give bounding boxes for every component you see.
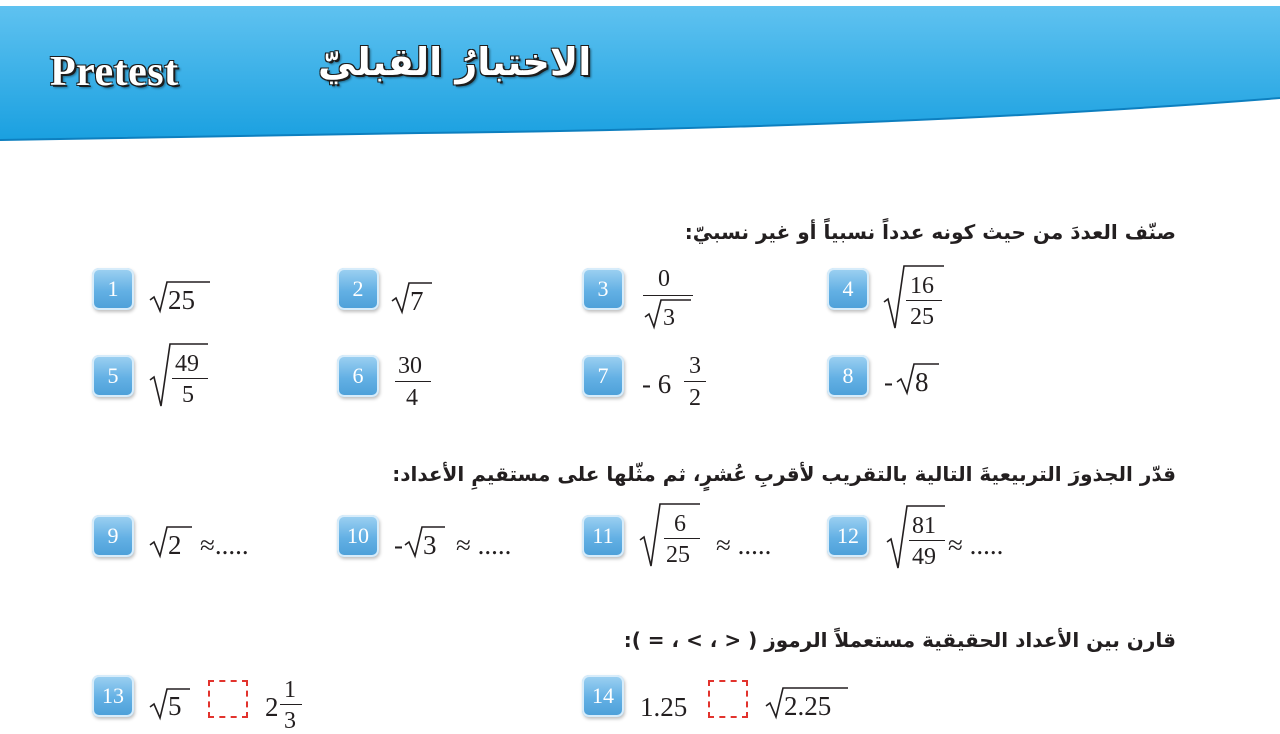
numerator: 6 xyxy=(674,511,686,537)
radicand: 8 xyxy=(915,367,929,397)
problem-number-badge: 3 xyxy=(582,268,624,310)
denominator: 25 xyxy=(910,304,934,330)
radicand: 25 xyxy=(168,285,195,315)
section-2-instruction: قدّر الجذورَ التربيعيةَ التالية بالتقريب لأقربِ عُشرٍ، ثم مثّلها على مستقيمِ الأعداد: xyxy=(392,462,1176,486)
denominator: 3 xyxy=(284,708,296,734)
denominator: 49 xyxy=(912,544,936,570)
numerator: 0 xyxy=(658,266,670,292)
page-title-english: Pretest xyxy=(50,49,179,95)
approx-blank: ≈ ..... xyxy=(716,530,772,560)
problem-number-badge: 11 xyxy=(582,515,624,557)
comparison-answer-box[interactable] xyxy=(208,680,248,718)
problem-number-badge: 14 xyxy=(582,675,624,717)
left-value: 1.25 xyxy=(640,692,688,722)
problem-number-badge: 13 xyxy=(92,675,134,717)
numerator: 3 xyxy=(689,353,701,379)
section-1-instruction: صنّف العددَ من حيث كونه عدداً نسبياً أو غير نسبيّ: xyxy=(684,220,1176,244)
fraction-bar xyxy=(395,381,431,382)
section-3-instruction: قارن بين الأعداد الحقيقية مستعملاً الرموز ( < ، > ، = ): xyxy=(623,628,1176,652)
mixed-number-whole: - 6 xyxy=(642,369,672,399)
mixed-number-whole: 2 xyxy=(265,692,279,722)
denominator: 4 xyxy=(406,385,418,411)
radicand: 2 xyxy=(168,530,182,560)
numerator: 1 xyxy=(284,677,296,703)
problem-number-badge: 4 xyxy=(827,268,869,310)
comparison-answer-box[interactable] xyxy=(708,680,748,718)
negative-sign: - xyxy=(884,367,893,397)
fraction-bar xyxy=(280,704,302,705)
problem-number-badge: 9 xyxy=(92,515,134,557)
problem-number-badge: 12 xyxy=(827,515,869,557)
approx-blank: ≈ ..... xyxy=(456,530,512,560)
fraction-bar xyxy=(172,378,208,379)
problem-number-badge: 2 xyxy=(337,268,379,310)
problem-number-badge: 5 xyxy=(92,355,134,397)
fraction-bar xyxy=(906,300,942,301)
numerator: 49 xyxy=(175,351,199,377)
problem-number-badge: 1 xyxy=(92,268,134,310)
radicand: 3 xyxy=(423,530,437,560)
fraction-bar xyxy=(643,295,693,296)
fraction-bar xyxy=(664,538,700,539)
problem-number-badge: 10 xyxy=(337,515,379,557)
header-banner xyxy=(0,0,1280,150)
radicand: 2.25 xyxy=(784,691,832,721)
numerator: 16 xyxy=(910,273,934,299)
approx-blank: ≈..... xyxy=(200,530,249,560)
problem-number-badge: 8 xyxy=(827,355,869,397)
fraction-bar xyxy=(909,540,945,541)
negative-sign: - xyxy=(394,530,403,560)
denominator: 5 xyxy=(182,382,194,408)
approx-blank: ≈ ..... xyxy=(948,530,1004,560)
problem-number-badge: 7 xyxy=(582,355,624,397)
radicand: 7 xyxy=(410,286,424,316)
denominator: 25 xyxy=(666,542,690,568)
denominator: 2 xyxy=(689,385,701,411)
numerator: 81 xyxy=(912,513,936,539)
numerator: 30 xyxy=(398,353,422,379)
denominator-radicand: 3 xyxy=(663,305,675,331)
fraction-bar xyxy=(684,381,706,382)
page-title-arabic: الاختبارُ القبليّ xyxy=(318,40,592,84)
radicand: 5 xyxy=(168,691,182,721)
problem-number-badge: 6 xyxy=(337,355,379,397)
